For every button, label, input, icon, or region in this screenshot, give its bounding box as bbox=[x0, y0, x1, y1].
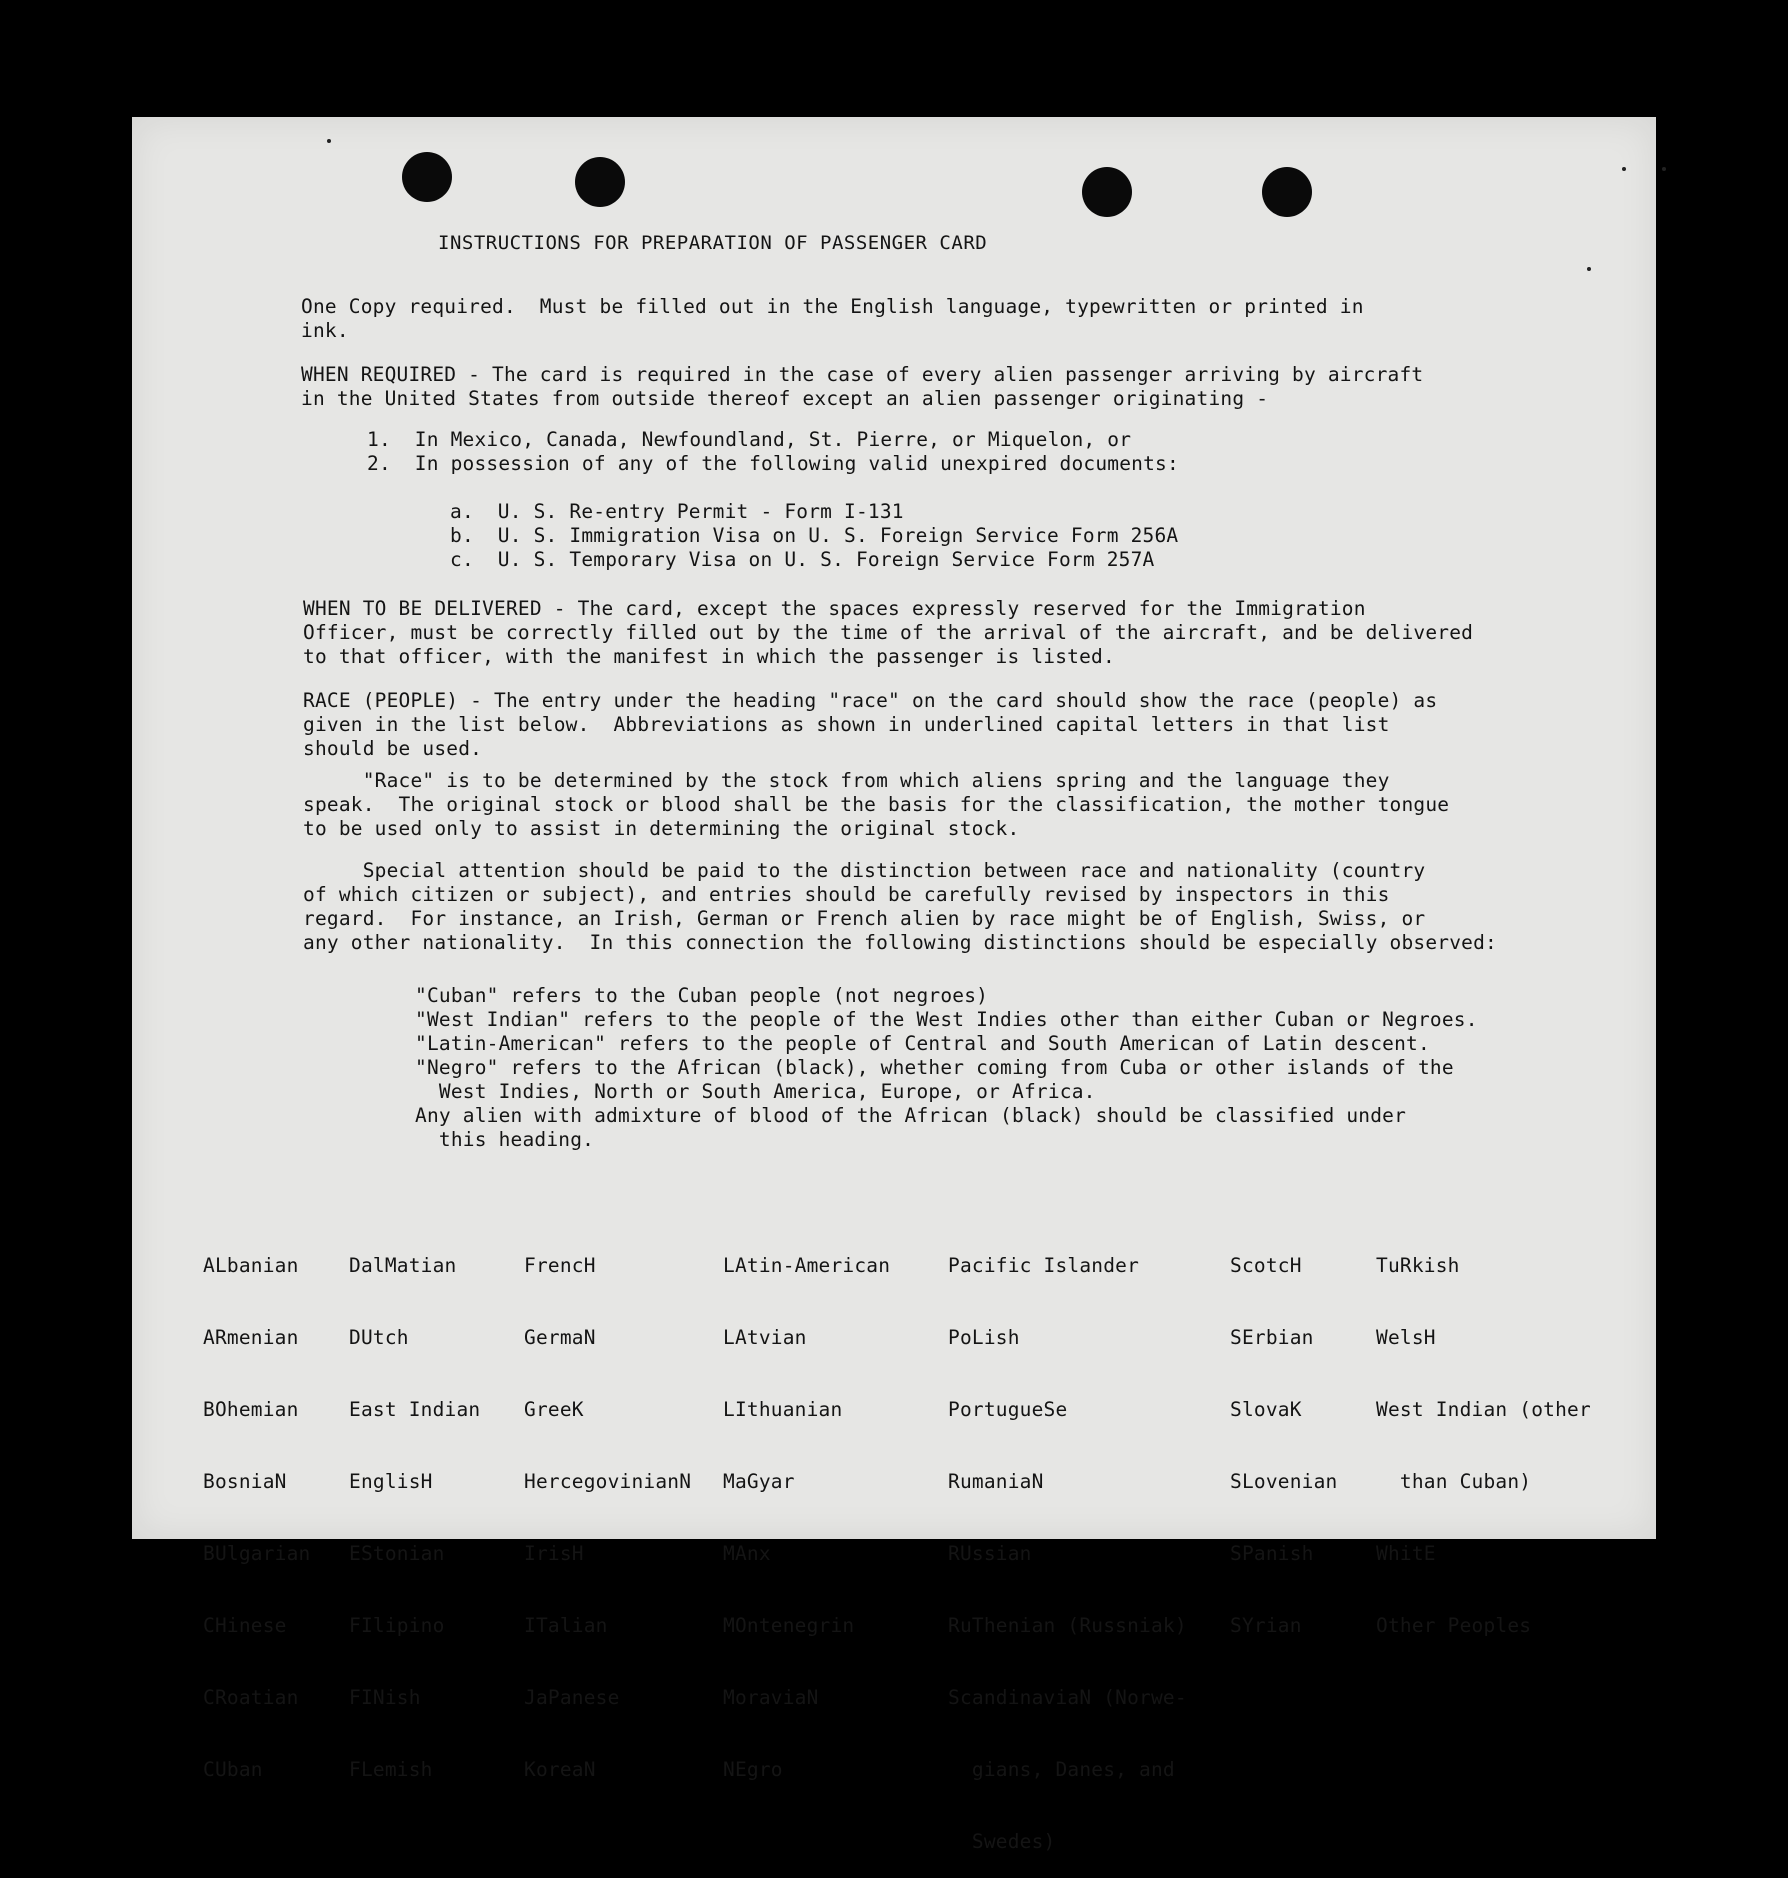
race-item: GreeK bbox=[524, 1398, 584, 1421]
race-item: Swedes) bbox=[948, 1830, 1056, 1853]
race-item: FINish bbox=[349, 1686, 421, 1709]
race-item: DUtch bbox=[349, 1326, 409, 1349]
race-item: BOhemian bbox=[203, 1398, 299, 1421]
race-item: East Indian bbox=[349, 1398, 481, 1421]
race-item: FrencH bbox=[524, 1254, 596, 1277]
distinctions-list: "Cuban" refers to the Cuban people (not negroes) "West Indian" refers to the people of the West Indies other than either Cuban or Negroes. "Latin-American" refers to the people of Central and South American of Latin descent. "Negro" refers to the African (black), whether coming from Cuba or other islands of the West Indies, North or South America, Europe, or Africa. Any alien with admixture of blood of the African (black) should be classified under this heading. bbox=[415, 984, 1478, 1151]
race-item: LAtvian bbox=[723, 1326, 807, 1349]
race-item: HercegovinianN bbox=[524, 1470, 692, 1493]
race-item: BUlgarian bbox=[203, 1542, 311, 1565]
race-column bbox=[948, 1206, 1187, 1878]
race-item: IrisH bbox=[524, 1542, 584, 1565]
race-column bbox=[723, 1206, 890, 1806]
special-attention-paragraph: Special attention should be paid to the distinction between race and nationality (country of which citizen or subject), and entries should be carefully revised by inspectors in this regard. For instance, an Irish, German or French alien by race might be of English, Swiss, or any other nationality. In this connection the following distinctions should be especially observed: bbox=[303, 859, 1497, 954]
intro-paragraph: One Copy required. Must be filled out in the English language, typewritten or printed in ink. bbox=[301, 295, 1364, 342]
race-item: ARmenian bbox=[203, 1326, 299, 1349]
race-column bbox=[524, 1206, 691, 1806]
document-list: a. U. S. Re-entry Permit - Form I-131 b. U. S. Immigration Visa on U. S. Foreign Service Form 256A c. U. S. Temporary Visa on U. S. Foreign Service Form 257A bbox=[450, 500, 1179, 571]
race-item: SYrian bbox=[1230, 1614, 1302, 1637]
race-item: ScandinaviaN (Norwe- bbox=[948, 1686, 1187, 1709]
race-column bbox=[349, 1206, 480, 1806]
punch-hole bbox=[402, 152, 452, 202]
race-item: EnglisH bbox=[349, 1470, 433, 1493]
race-item: CRoatian bbox=[203, 1686, 299, 1709]
race-item: SErbian bbox=[1230, 1326, 1314, 1349]
race-item: ITalian bbox=[524, 1614, 608, 1637]
race-item: MaGyar bbox=[723, 1470, 795, 1493]
race-item: SLovenian bbox=[1230, 1470, 1338, 1493]
race-item: gians, Danes, and bbox=[948, 1758, 1175, 1781]
race-item: KoreaN bbox=[524, 1758, 596, 1781]
race-item: PortugueSe bbox=[948, 1398, 1068, 1421]
race-item: ALbanian bbox=[203, 1254, 299, 1277]
race-item: FIlipino bbox=[349, 1614, 445, 1637]
race-column bbox=[1230, 1206, 1337, 1662]
race-item: PoLish bbox=[948, 1326, 1020, 1349]
speck bbox=[1587, 267, 1591, 271]
race-item: BosniaN bbox=[203, 1470, 287, 1493]
punch-hole bbox=[1262, 167, 1312, 217]
when-required-paragraph: WHEN REQUIRED - The card is required in the case of every alien passenger arriving by aircraft in the United States from outside thereof except an alien passenger originating - bbox=[301, 363, 1424, 410]
race-item: CUban bbox=[203, 1758, 263, 1781]
race-item: JaPanese bbox=[524, 1686, 620, 1709]
speck bbox=[1622, 167, 1626, 171]
race-item: MoraviaN bbox=[723, 1686, 819, 1709]
race-item: NEgro bbox=[723, 1758, 783, 1781]
punch-hole bbox=[1082, 167, 1132, 217]
punch-hole bbox=[575, 157, 625, 207]
race-column bbox=[203, 1206, 310, 1806]
race-item: GermaN bbox=[524, 1326, 596, 1349]
page-title: INSTRUCTIONS FOR PREPARATION OF PASSENGER CARD bbox=[438, 232, 988, 254]
race-item: MOntenegrin bbox=[723, 1614, 855, 1637]
race-item: CHinese bbox=[203, 1614, 287, 1637]
race-item: LAtin-American bbox=[723, 1254, 891, 1277]
race-item: West Indian (other bbox=[1376, 1398, 1591, 1421]
race-item: RuThenian (Russniak) bbox=[948, 1614, 1187, 1637]
speck bbox=[327, 139, 331, 143]
race-item: RUssian bbox=[948, 1542, 1032, 1565]
numbered-list: 1. In Mexico, Canada, Newfoundland, St. Pierre, or Miquelon, or 2. In possession of any of the following valid unexpired documents: bbox=[367, 428, 1179, 475]
race-item: EStonian bbox=[349, 1542, 445, 1565]
race-item: LIthuanian bbox=[723, 1398, 843, 1421]
race-item: DalMatian bbox=[349, 1254, 457, 1277]
race-item: FLemish bbox=[349, 1758, 433, 1781]
race-item: RumaniaN bbox=[948, 1470, 1044, 1493]
race-item: WhitE bbox=[1376, 1542, 1436, 1565]
race-column bbox=[1376, 1206, 1591, 1662]
race-item: than Cuban) bbox=[1376, 1470, 1532, 1493]
speck bbox=[1662, 167, 1666, 171]
race-item: ScotcH bbox=[1230, 1254, 1302, 1277]
race-item: SPanish bbox=[1230, 1542, 1314, 1565]
race-paragraph: RACE (PEOPLE) - The entry under the heading "race" on the card should show the race (people) as given in the list below. Abbreviations as shown in underlined capital letters in that list should be used. bbox=[303, 689, 1438, 760]
race-item: SlovaK bbox=[1230, 1398, 1302, 1421]
race-item: Other Peoples bbox=[1376, 1614, 1532, 1637]
race-item: Pacific Islander bbox=[948, 1254, 1140, 1277]
when-delivered-paragraph: WHEN TO BE DELIVERED - The card, except the spaces expressly reserved for the Immigration Officer, must be correctly filled out by the time of the arrival of the aircraft, and be delivered to that officer, with the manifest in which the passenger is listed. bbox=[303, 597, 1474, 668]
race-definition-paragraph: "Race" is to be determined by the stock from which aliens spring and the language they speak. The original stock or blood shall be the basis for the classification, the mother tongue to be used only to assist in determining the original stock. bbox=[303, 769, 1450, 840]
race-item: MAnx bbox=[723, 1542, 771, 1565]
race-item: TuRkish bbox=[1376, 1254, 1460, 1277]
race-item: WelsH bbox=[1376, 1326, 1436, 1349]
